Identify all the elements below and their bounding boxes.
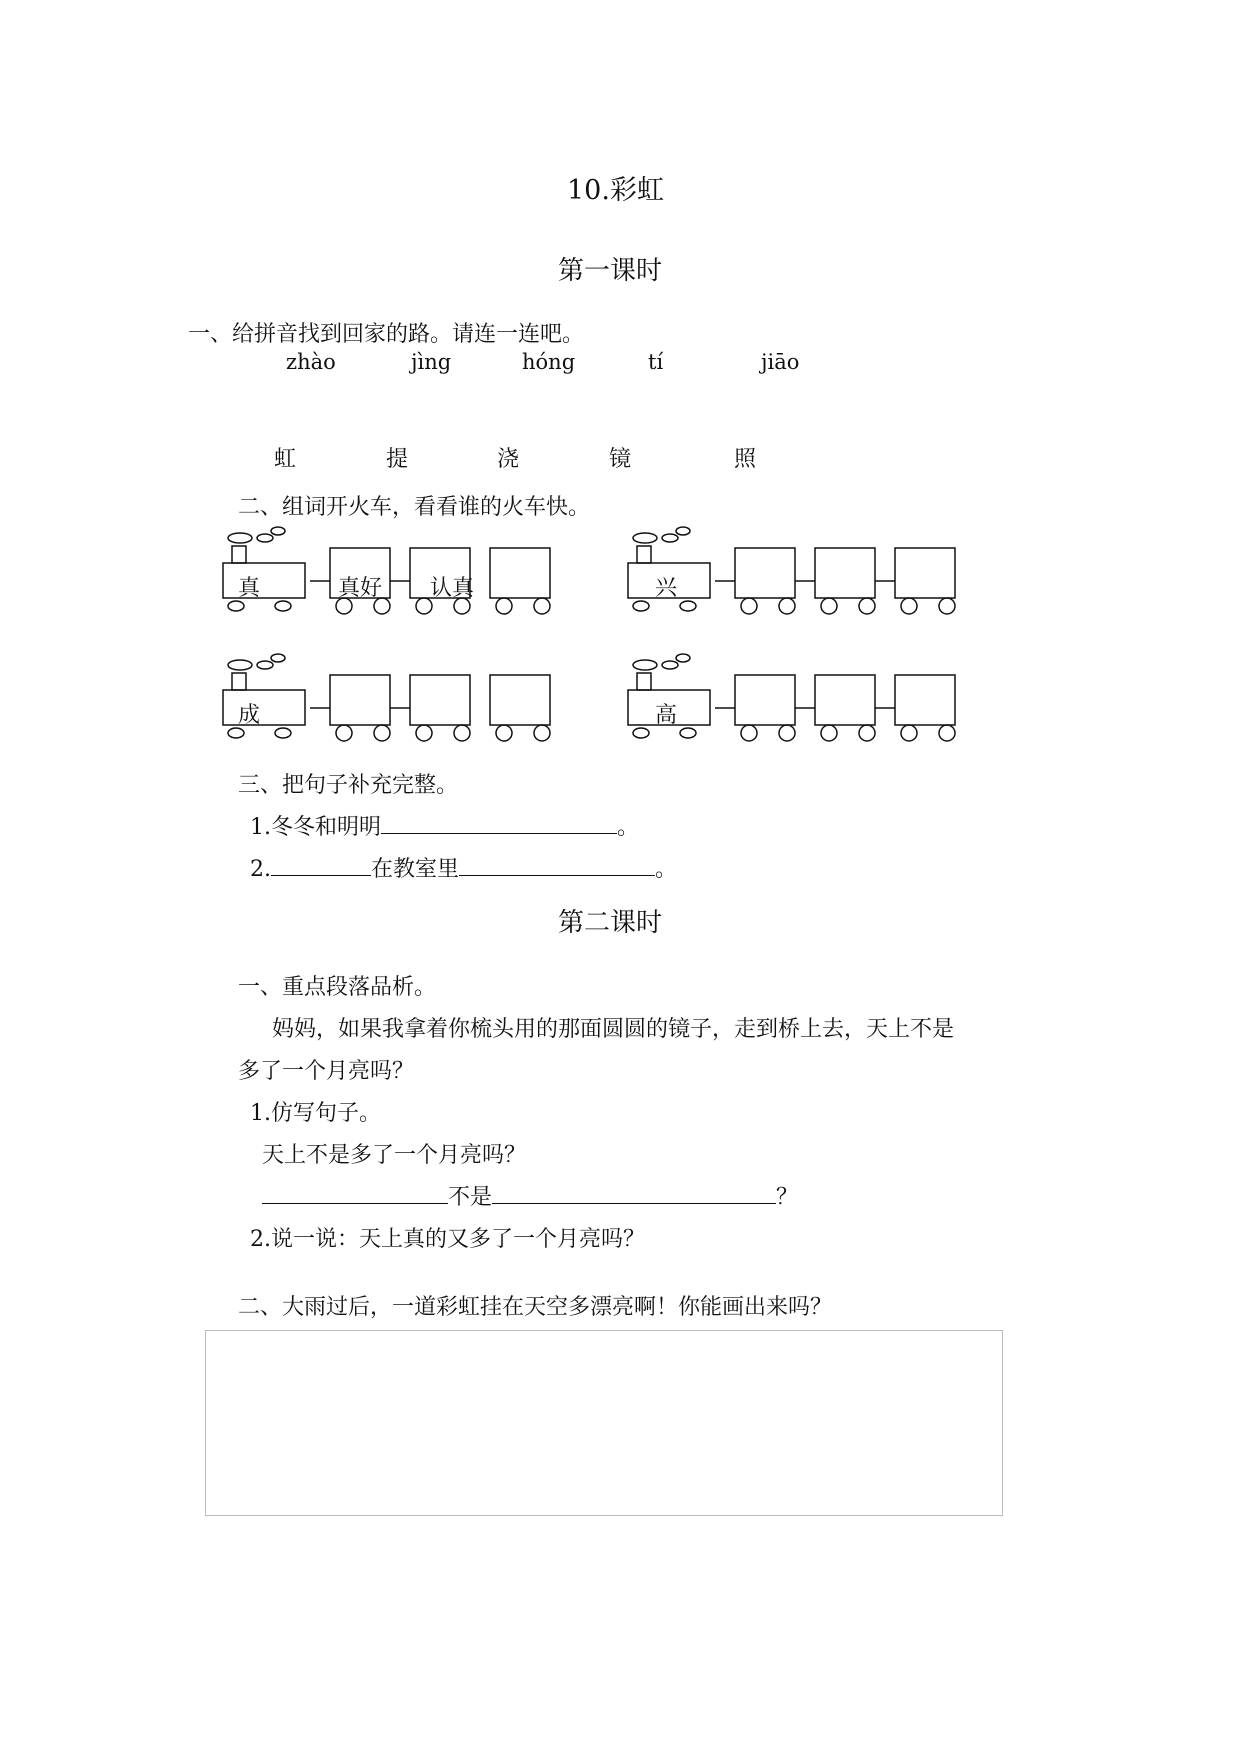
pinyin-1: zhào <box>286 350 336 374</box>
char-3: 浇 <box>497 447 520 472</box>
l2-q1-prompt: 一、重点段落品析。 <box>238 975 437 1000</box>
sentence-2-mid: 在教室里 <box>371 857 460 882</box>
imitation-mid: 不是 <box>448 1185 493 1210</box>
train-1 <box>220 518 560 622</box>
q1-prompt: 一、给拼音找到回家的路。请连一连吧。 <box>188 322 585 347</box>
train-graphic <box>625 645 965 745</box>
train-4 <box>625 645 965 749</box>
engine-text: 真 <box>238 576 261 601</box>
q3-prompt: 三、把句子补充完整。 <box>238 773 459 798</box>
pinyin-2: jìng <box>411 350 452 374</box>
fill-blank-2b[interactable] <box>459 853 655 876</box>
engine-text: 成 <box>238 703 261 728</box>
sentence-2 <box>250 852 677 883</box>
car-text: 认真 <box>430 576 475 601</box>
sentence-2-prefix: 2. <box>250 857 271 882</box>
fill-blank-2a[interactable] <box>271 853 371 876</box>
q2-prompt: 二、组词开火车，看看谁的火车快。 <box>238 495 591 520</box>
sub-question-1: 1.仿写句子。 <box>250 1101 381 1126</box>
paragraph-line-1: 妈妈，如果我拿着你梳头用的那面圆圆的镜子，走到桥上去，天上不是 <box>272 1017 955 1042</box>
train-graphic <box>220 518 560 618</box>
engine-text: 高 <box>655 703 678 728</box>
lesson2-heading: 第二课时 <box>558 908 663 938</box>
train-2 <box>625 518 965 622</box>
sentence-2-end: 。 <box>655 857 678 882</box>
char-1: 虹 <box>274 447 297 472</box>
drawing-area[interactable] <box>205 1330 1003 1516</box>
char-4: 镜 <box>609 447 632 472</box>
lesson1-heading: 第一课时 <box>558 256 663 286</box>
train-graphic <box>220 645 560 745</box>
page-title: 10.彩虹 <box>567 175 664 206</box>
pinyin-5: jiāo <box>761 350 800 374</box>
paragraph-line-2: 多了一个月亮吗？ <box>238 1059 415 1084</box>
fill-blank-3a[interactable] <box>262 1181 448 1204</box>
l2-q2-prompt: 二、大雨过后，一道彩虹挂在天空多漂亮啊！你能画出来吗？ <box>238 1295 833 1320</box>
pinyin-3: hóng <box>522 350 576 374</box>
engine-text: 兴 <box>655 576 678 601</box>
sentence-1-prefix: 1.冬冬和明明 <box>250 815 381 840</box>
sub-question-2: 2.说一说：天上真的又多了一个月亮吗？ <box>250 1227 645 1252</box>
imitation-end: ？ <box>776 1185 799 1210</box>
char-5: 照 <box>734 447 757 472</box>
fill-blank-1[interactable] <box>381 811 617 834</box>
car-text: 真好 <box>338 576 383 601</box>
example-sentence: 天上不是多了一个月亮吗？ <box>262 1143 527 1168</box>
sentence-1 <box>250 810 639 841</box>
char-2: 提 <box>386 447 409 472</box>
fill-blank-3b[interactable] <box>492 1181 776 1204</box>
imitation-line <box>262 1180 798 1211</box>
sentence-1-end: 。 <box>617 815 640 840</box>
pinyin-4: tí <box>648 350 664 374</box>
train-graphic <box>625 518 965 618</box>
train-3 <box>220 645 560 749</box>
